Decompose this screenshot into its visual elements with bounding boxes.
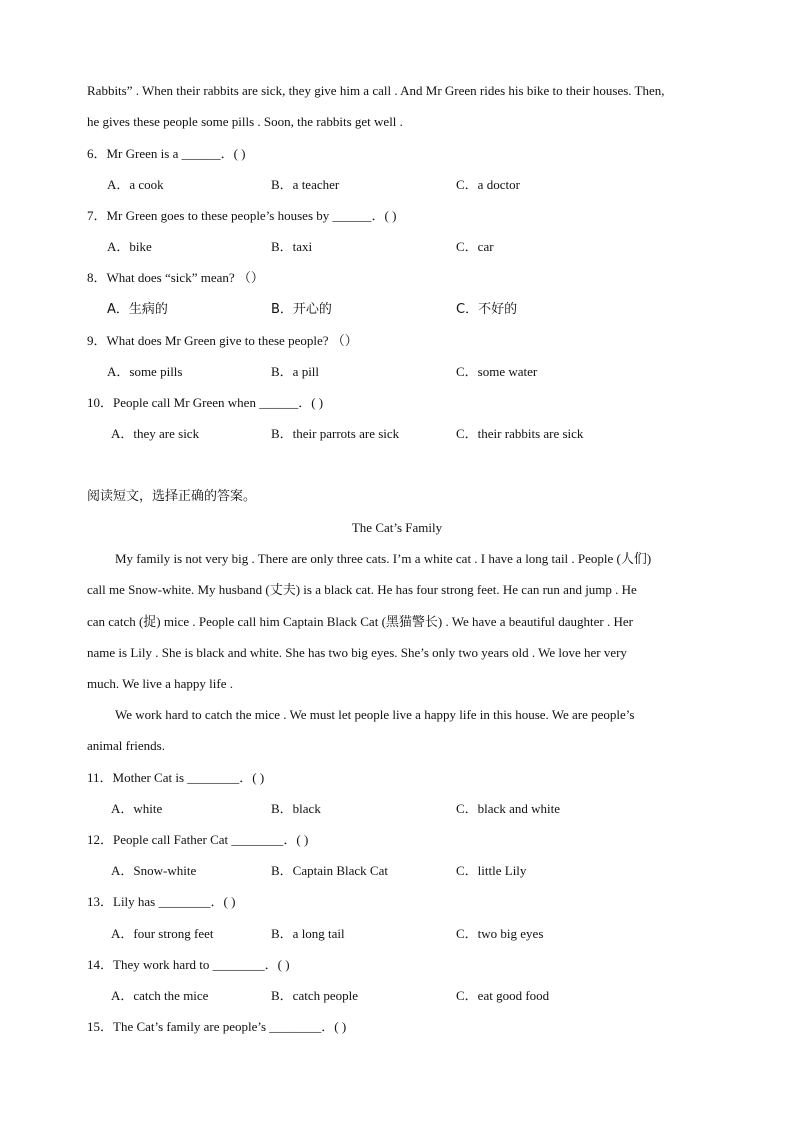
option-c[interactable]: C．their rabbits are sick — [456, 426, 584, 441]
option-c[interactable]: C．不好的 — [456, 302, 518, 317]
option-c[interactable]: C．little Lily — [456, 863, 527, 878]
question-stem: 10．People call Mr Green when ______．( ) — [87, 395, 324, 410]
question-stem: 9．What does Mr Green give to these people? （） — [87, 333, 358, 348]
question-stem: 8．What does “sick” mean? （） — [87, 270, 264, 285]
option-row — [0, 799, 794, 819]
passage-line: name is Lily . She is black and white. She has two big eyes. She’s only two years old . We love her very — [87, 645, 627, 660]
option-c[interactable]: C．black and white — [456, 801, 560, 816]
passage-line: animal friends. — [87, 738, 165, 753]
option-b[interactable]: B．catch people — [271, 988, 358, 1003]
option-b[interactable]: B．black — [271, 801, 321, 816]
question-stem: 7．Mr Green goes to these people’s houses by ______．( ) — [87, 208, 397, 223]
option-row — [0, 362, 794, 382]
passage-title: The Cat’s Family — [351, 520, 443, 535]
option-c[interactable]: C．a doctor — [456, 177, 520, 192]
question-stem: 14．They work hard to ________．( ) — [87, 957, 290, 972]
option-c[interactable]: C．eat good food — [456, 988, 550, 1003]
option-a[interactable]: A．four strong feet — [111, 926, 214, 941]
passage-line: call me Snow-white. My husband (丈夫) is a black cat. He has four strong feet. He can run and jump . He — [87, 582, 637, 597]
option-row — [0, 300, 794, 320]
option-c[interactable]: C．two big eyes — [456, 926, 544, 941]
option-b[interactable]: B．Captain Black Cat — [271, 863, 388, 878]
passage-line: We work hard to catch the mice . We must let people live a happy life in this house. We are people’s — [115, 707, 635, 722]
question-stem: 13．Lily has ________．( ) — [87, 894, 236, 909]
option-row — [0, 175, 794, 195]
option-b[interactable]: B．their parrots are sick — [271, 426, 400, 441]
section-instruction: 阅读短文，选择正确的答案。 — [87, 489, 257, 504]
option-a[interactable]: A．bike — [107, 239, 152, 254]
option-a[interactable]: A．Snow-white — [111, 863, 197, 878]
option-a[interactable]: A．catch the mice — [111, 988, 209, 1003]
option-row — [0, 237, 794, 257]
option-a[interactable]: A．some pills — [107, 364, 183, 379]
question-stem: 6．Mr Green is a ______．( ) — [87, 146, 246, 161]
passage-line: Rabbits” . When their rabbits are sick, they give him a call . And Mr Green rides his bike to their houses. Then, — [87, 83, 665, 98]
option-b[interactable]: B．开心的 — [271, 302, 332, 317]
option-c[interactable]: C．car — [456, 239, 494, 254]
option-row — [0, 424, 794, 444]
option-row — [0, 924, 794, 944]
passage-line: he gives these people some pills . Soon, the rabbits get well . — [87, 114, 403, 129]
option-row — [0, 986, 794, 1006]
passage-line: can catch (捉) mice . People call him Captain Black Cat (黑猫警长) . We have a beautiful daughter . Her — [87, 614, 633, 629]
option-a[interactable]: A．a cook — [107, 177, 164, 192]
question-stem: 12．People call Father Cat ________．( ) — [87, 832, 309, 847]
option-b[interactable]: B．a pill — [271, 364, 320, 379]
option-row — [0, 861, 794, 881]
option-a[interactable]: A．生病的 — [107, 302, 168, 317]
option-c[interactable]: C．some water — [456, 364, 538, 379]
question-stem: 15．The Cat’s family are people’s ________．( ) — [87, 1019, 347, 1034]
option-a[interactable]: A．they are sick — [111, 426, 200, 441]
option-b[interactable]: B．taxi — [271, 239, 313, 254]
option-b[interactable]: B．a teacher — [271, 177, 340, 192]
passage-line: My family is not very big . There are only three cats. I’m a white cat . I have a long tail . People (人们) — [115, 551, 652, 566]
question-stem: 11．Mother Cat is ________．( ) — [87, 770, 265, 785]
passage-line: much. We live a happy life . — [87, 676, 234, 691]
option-b[interactable]: B．a long tail — [271, 926, 345, 941]
option-a[interactable]: A．white — [111, 801, 163, 816]
